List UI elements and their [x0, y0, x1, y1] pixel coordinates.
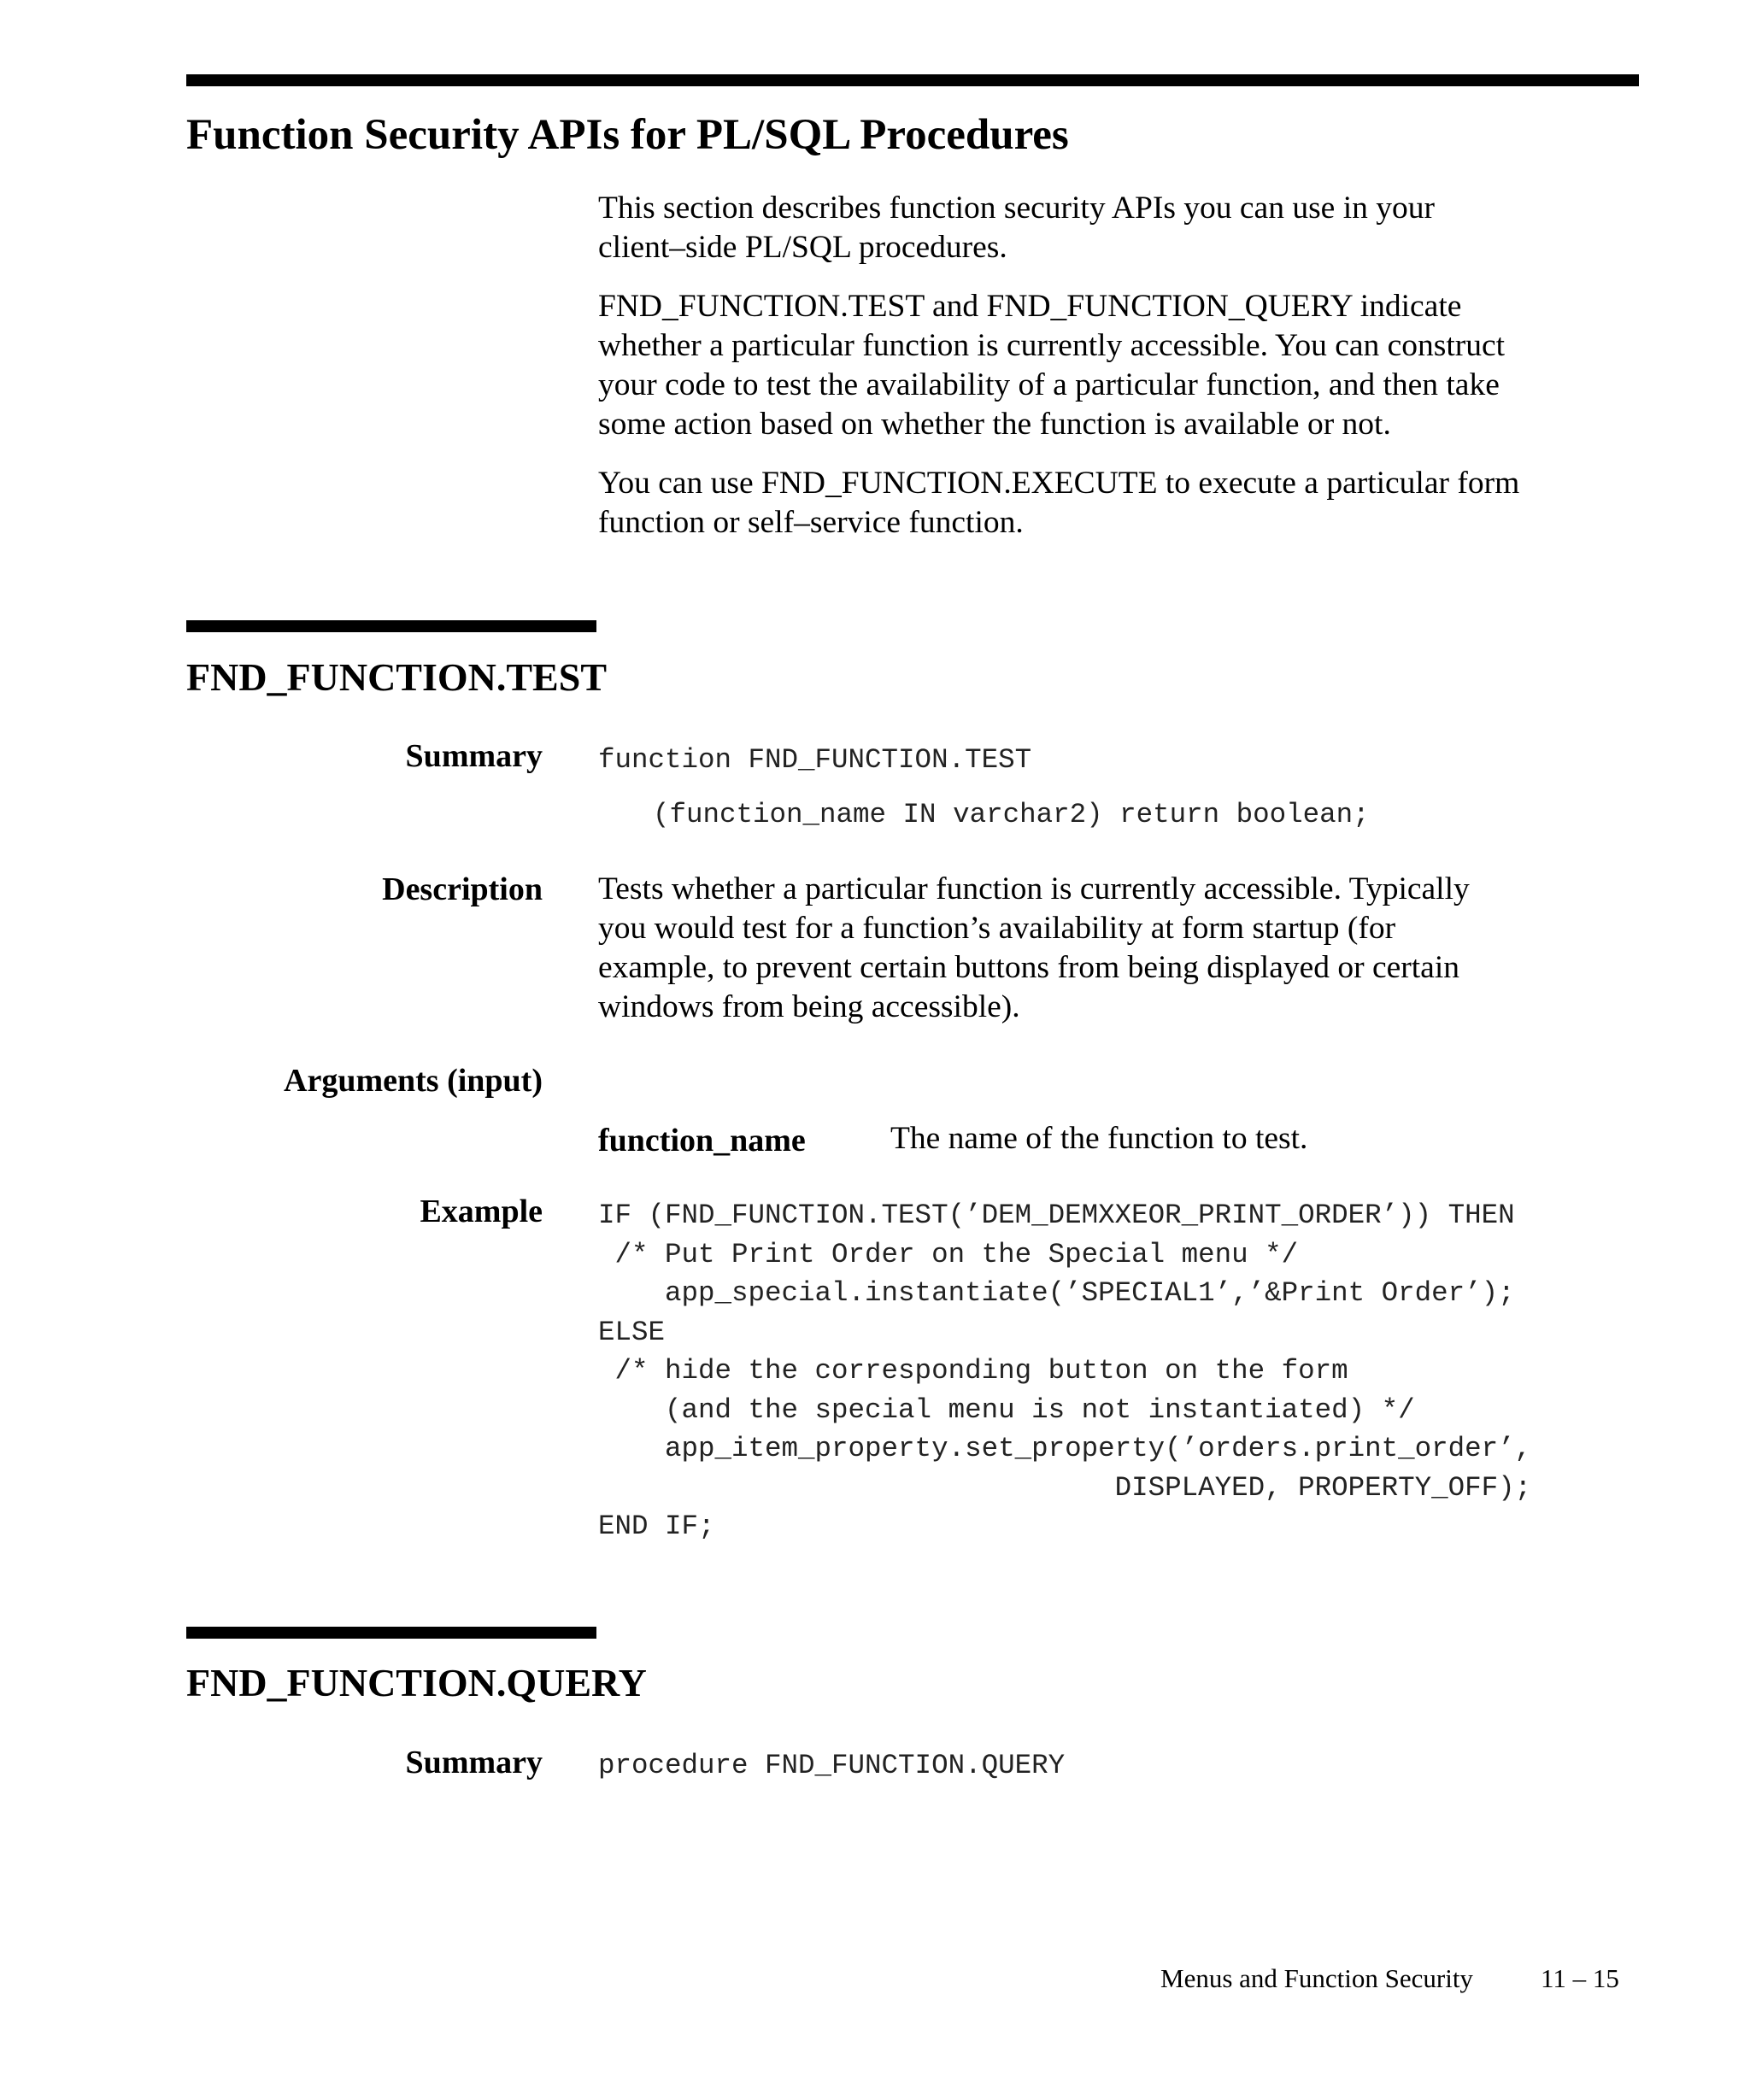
section-heading-query: FND_FUNCTION.QUERY: [186, 1661, 647, 1704]
example-label: Example: [420, 1194, 543, 1229]
arguments-label: Arguments (input): [284, 1063, 543, 1099]
intro-text: [598, 189, 1666, 543]
description-text: [598, 870, 1666, 1027]
summary-code: (function_name IN varchar2) return boolean;: [620, 799, 1370, 830]
summary-code: function FND_FUNCTION.TEST: [598, 744, 1032, 776]
description-line: you would test for a function’s availability at form startup (for: [598, 911, 1396, 946]
description-label: Description: [382, 871, 543, 907]
section-heading-test: FND_FUNCTION.TEST: [186, 655, 608, 699]
footer-page-number: 11 – 15: [1541, 1963, 1619, 1993]
intro-line: This section describes function security APIs you can use in your: [598, 191, 1435, 226]
description-line: Tests whether a particular function is currently accessible. Typically: [598, 871, 1470, 906]
intro-line: function or self–service function.: [598, 505, 1024, 540]
section-rule-query: [186, 1627, 596, 1639]
intro-line: You can use FND_FUNCTION.EXECUTE to execute a particular form: [598, 466, 1520, 501]
top-rule: [186, 74, 1639, 86]
summary-label: Summary: [405, 738, 543, 774]
intro-line: some action based on whether the function is available or not.: [598, 407, 1391, 442]
section-rule-test: [186, 620, 596, 632]
page-title: Function Security APIs for PL/SQL Procedures: [186, 111, 1069, 159]
argument-name: function_name: [598, 1123, 806, 1159]
footer-chapter: Menus and Function Security: [1160, 1963, 1473, 1993]
intro-line: client–side PL/SQL procedures.: [598, 230, 1007, 265]
argument-description: The name of the function to test.: [890, 1121, 1308, 1156]
intro-line: whether a particular function is currently accessible. You can construct: [598, 328, 1506, 363]
summary-code-query: procedure FND_FUNCTION.QUERY: [598, 1750, 1066, 1781]
summary-label-query: Summary: [405, 1745, 543, 1780]
example-code: IF (FND_FUNCTION.TEST(’DEM_DEMXXEOR_PRINT_ORDER’)) THEN /* Put Print Order on the Special menu */ app_special.instantiate(’SPECIAL1’,’&Print Order’); ELSE /* hide the corresponding button on the form (and the special menu is not instantiated) */ app_item_property.set_property(’orders.print_order’, DISPLAYED, PROPERTY_OFF); END IF;: [598, 1200, 1532, 1542]
intro-line: your code to test the availability of a particular function, and then take: [598, 367, 1500, 402]
description-line: example, to prevent certain buttons from being displayed or certain: [598, 950, 1459, 985]
description-line: windows from being accessible).: [598, 989, 1020, 1024]
intro-line: FND_FUNCTION.TEST and FND_FUNCTION_QUERY indicate: [598, 289, 1462, 324]
